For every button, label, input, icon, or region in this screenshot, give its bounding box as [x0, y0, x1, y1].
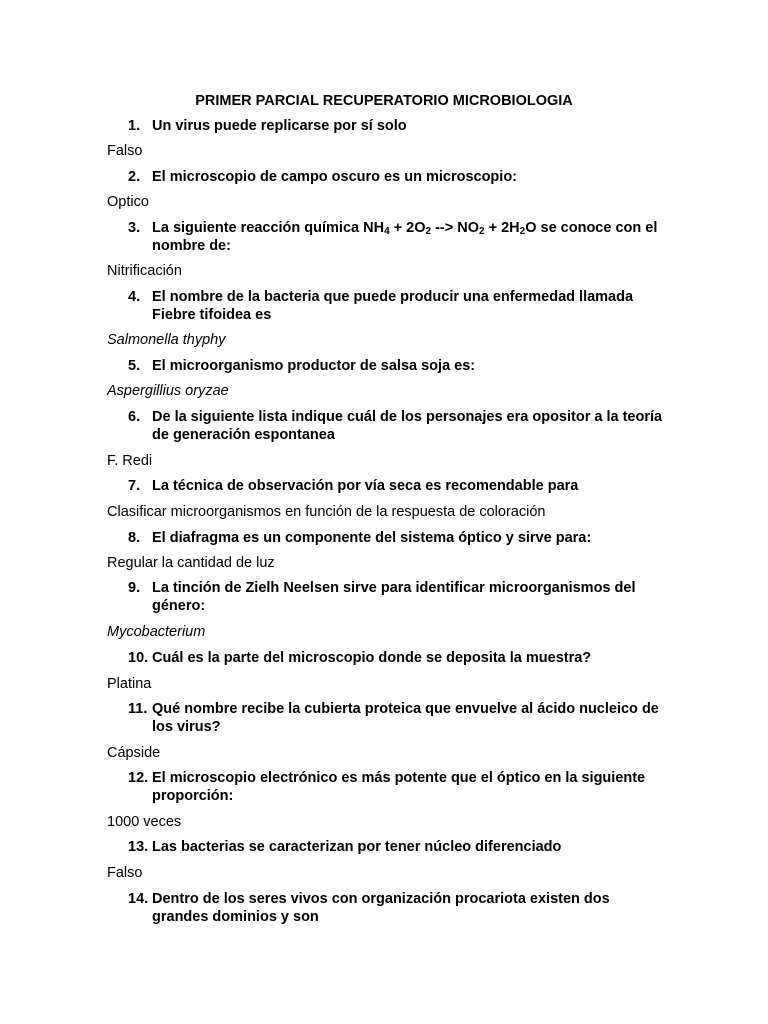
question-number: 6.	[128, 409, 141, 425]
question-text: Qué nombre recibe la cubierta proteica que envuelve al ácido nucleico de los virus?	[152, 701, 659, 735]
question-text: La técnica de observación por vía seca es recomendable para	[152, 478, 579, 494]
question-12	[128, 769, 668, 805]
question-7	[128, 477, 668, 495]
question-text: Las bacterias se caracterizan por tener núcleo diferenciado	[152, 839, 562, 855]
answer-1: Falso	[107, 143, 143, 159]
question-text: De la siguiente lista indique cuál de los personajes era opositor a la teoría de generación espontanea	[152, 409, 663, 443]
question-4	[128, 288, 668, 324]
question-text: Un virus puede replicarse por sí solo	[152, 118, 407, 134]
question-text: Dentro de los seres vivos con organización procariota existen dos grandes dominios y son	[152, 891, 610, 925]
answer-12: 1000 veces	[107, 814, 182, 830]
question-number: 8.	[128, 530, 141, 546]
question-3	[128, 219, 668, 255]
answer-7: Clasificar microorganismos en función de la respuesta de coloración	[107, 504, 546, 520]
answer-8: Regular la cantidad de luz	[107, 555, 275, 571]
question-number: 4.	[128, 289, 141, 305]
question-number: 2.	[128, 169, 141, 185]
document-title: PRIMER PARCIAL RECUPERATORIO MICROBIOLOGIA	[195, 93, 573, 109]
question-6	[128, 408, 668, 444]
question-2	[128, 168, 668, 186]
answer-13: Falso	[107, 865, 143, 881]
question-number: 12.	[128, 770, 149, 786]
question-8	[128, 529, 668, 547]
question-number: 5.	[128, 358, 141, 374]
question-number: 3.	[128, 220, 141, 236]
answer-2: Optico	[107, 194, 149, 210]
question-5	[128, 357, 668, 375]
question-9	[128, 579, 668, 615]
question-text: La tinción de Zielh Neelsen sirve para identificar microorganismos del género:	[152, 580, 636, 614]
question-14	[128, 890, 668, 926]
answer-6: F. Redi	[107, 453, 153, 469]
question-number: 14.	[128, 891, 149, 907]
answer-9: Mycobacterium	[107, 624, 206, 640]
question-text: El microscopio electrónico es más potente que el óptico en la siguiente proporción:	[152, 770, 646, 804]
question-number: 13.	[128, 839, 149, 855]
answer-5: Aspergillius oryzae	[107, 383, 229, 399]
question-number: 9.	[128, 580, 141, 596]
question-text: La siguiente reacción química $NH_4 + 2O_2$ --> $NO_2 + 2H_2O$ se conoce con el nombre de:	[152, 220, 658, 254]
question-number: 10.	[128, 650, 149, 666]
question-text: Cuál es la parte del microscopio donde se deposita la muestra?	[152, 650, 592, 666]
answer-11: Cápside	[107, 745, 161, 761]
question-text: El diafragma es un componente del sistema óptico y sirve para:	[152, 530, 592, 546]
question-number: 7.	[128, 478, 141, 494]
answer-4: Salmonella thyphy	[107, 332, 226, 348]
question-10	[128, 649, 668, 667]
answer-3: Nitrificación	[107, 263, 182, 279]
question-13	[128, 838, 668, 856]
question-11	[128, 700, 668, 736]
answer-10: Platina	[107, 676, 152, 692]
question-text: El microscopio de campo oscuro es un microscopio:	[152, 169, 517, 185]
question-text: El microorganismo productor de salsa soja es:	[152, 358, 476, 374]
question-number: 1.	[128, 118, 141, 134]
question-text: El nombre de la bacteria que puede producir una enfermedad llamada Fiebre tifoidea es	[152, 289, 634, 323]
question-number: 11.	[128, 701, 148, 717]
question-1	[128, 117, 668, 135]
